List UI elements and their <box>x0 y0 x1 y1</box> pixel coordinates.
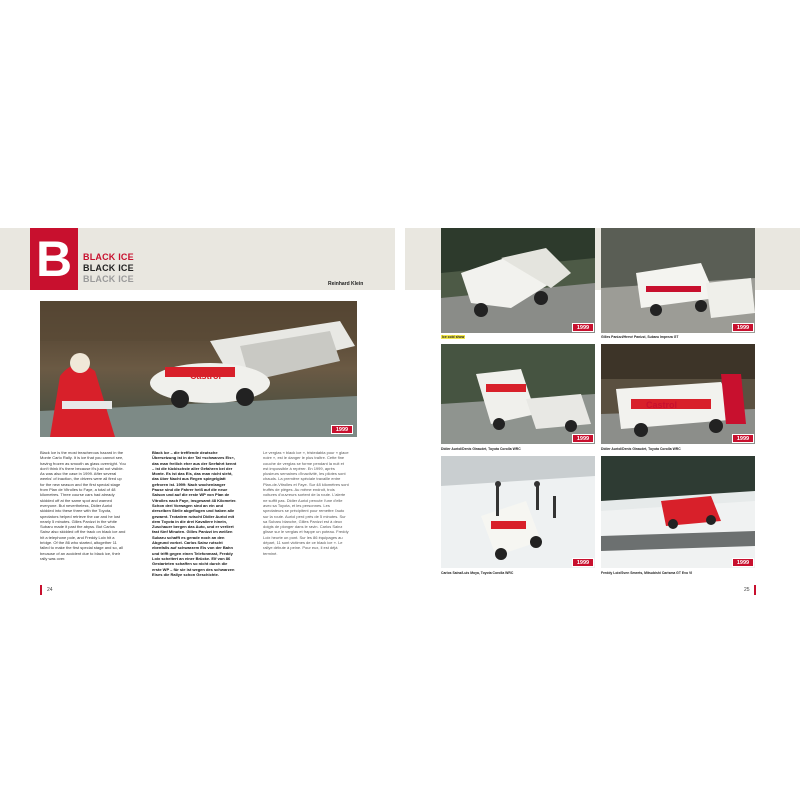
photo-2-year: 1999 <box>732 323 754 332</box>
photo-5 <box>441 456 595 568</box>
title-english: BLACK ICE <box>83 252 134 262</box>
photo-6-year: 1999 <box>732 558 754 567</box>
photo-4 <box>601 344 755 444</box>
photo-5-illustration <box>441 456 595 568</box>
photo-3-caption: Didier Auriol/Denis Giraudet, Toyota Corolla WRC <box>441 447 521 451</box>
hero-photo-illustration <box>40 301 357 437</box>
photo-4-caption: Didier Auriol/Denis Giraudet, Toyota Corolla WRC <box>601 447 681 451</box>
photo-1-year: 1999 <box>572 323 594 332</box>
hero-year-badge: 1999 <box>331 425 353 434</box>
photo-6-illustration <box>601 456 755 568</box>
text-column-english: Black Ice is the most treacherous hazard in the Monte Carlo Rally. It is ice that you cannot see, having frozen as smooth as glass overnight. You don't think it's there because it's just not visible. As was also the case in 1999. After several weeks' of inaction, the drivers were all fired up for the new season and the first special stage from Plan de Vitrolles to Faye, a total of 48 kilometres. Three course cars had already skidded off at the same spot and warned everyone. But nevertheless, Didier Auriol skidded into these three with the Toyota, spectators helped retrieve the car and he lost nearly 5 minutes. Gilles Panizzi in the white Subaru made it past the abyss. But Carlos Sainz also skidded off the track on black ice and hit a telephone pole, and Freddy Loix hit a bridge. Of the 86 who started, altogether 11 failed to make the first special stage and so, all because of an accident due to black ice, their rally was over. <box>40 450 126 561</box>
photo-2 <box>601 228 755 333</box>
photo-1 <box>441 228 595 333</box>
photo-2-caption: Gilles Panizzi/Hervé Panizzi, Subaru Impreza GT <box>601 335 679 339</box>
title-french: BLACK ICE <box>83 274 134 284</box>
photo-5-caption: Carlos Sainz/Luis Moya, Toyota Corolla WRC <box>441 571 514 575</box>
photo-3 <box>441 344 595 444</box>
title-german: BLACK ICE <box>83 263 134 273</box>
photo-1-illustration <box>441 228 595 333</box>
right-page-marker <box>754 585 756 595</box>
photo-4-illustration <box>601 344 755 444</box>
page-number-left: 24 <box>47 587 53 593</box>
photo-2-illustration <box>601 228 755 333</box>
photo-5-year: 1999 <box>572 558 594 567</box>
svg-text:Castrol: Castrol <box>190 371 222 381</box>
photo-4-year: 1999 <box>732 434 754 443</box>
svg-text:Castrol: Castrol <box>646 400 678 410</box>
page-number-right: 25 <box>744 587 750 593</box>
hero-photo <box>40 301 357 437</box>
photo-6-caption: Freddy Loix/Sven Smeets, Mitsubishi Carisma GT Evo VI <box>601 571 693 575</box>
photo-3-year: 1999 <box>572 434 594 443</box>
author-name: Reinhard Klein <box>328 281 364 287</box>
left-page-marker <box>40 585 42 595</box>
photo-1-caption: Ice cold show <box>442 335 465 339</box>
text-column-french: Le verglas « black ice », tristedabla pour « glace noire », est le danger le plus traître. Cette fine couche de verglas se forme pendant la nuit et est impossible à repérer. En 1999, après plusieurs semaines d'inactivité, les pilotes sont chauds. La première spéciale travaille entre Plan-de-Vitrolles et Faye. Sur 48 kilomètres sont truffés de pièges. Au même endroit, trois voitures d'ouvreurs sortent de la route. L'alerte ne suffit pas. Didier Auriol percute l'une d'elle avec sa Toyota, et les personnes. Les spectateurs se précipitent pour remettre l'auto sur la route. Auriol perd près de 5 minutes. Sur sa Subaru blanche, Gilles Panizzi est à deux doigts de plonger dans le ravin. Carlos Sainz glisse sur le verglas et frappe un poteau. Freddy Loix heurte un pont. Sur les 86 équipages au départ, 11 sont victimes de ce black ice ». Le rallye débute à peine. Pour eux, il est déjà terminé. <box>263 450 349 556</box>
photo-3-illustration <box>441 344 595 444</box>
section-letter: B <box>30 228 78 290</box>
text-column-german: Black Ice – die trefflende deutsche Übersetzung ist in der Tat »schwarzes Eis«, das man freilich eher aus der Seefahrt kennt – ist die tückischste aller Gefahren bei der Monte. Es ist das Eis, das man nicht sieht, das über Nacht aus Regen spiegelglatt gefroren ist. 1999: Nach wochenlanger Pause sind die Fahrer heiß auf die neue Saison und auf die erste WP von Plan de Vitrolles nach Faye, insgesamt 48 Kilometer. Schon drei Vorwagen sind an ein und derselben Stelle abgeflogen und haben alle gewarnt. Trotzdem rutscht Didier Auriol mit dem Toyota in die drei Kavaliere hinein, Zuschauer bergen das Auto, und er verliert fast fünf Minuten. Gilles Panizzi im weißen Subaru schafft es gerade noch an den Abgrund vorbei. Carlos Sainz rutscht ebenfalls auf schwarzem Eis von der Bahn und trifft gegen einen Telefonmast, Freddy Loix scheitert an einer Brücke. Elf von 86 Gestarteten schaffen so nicht durch die erste WP – für sie ist wegen des schwarzen Eises die Rallye schon Geschichte. <box>152 450 237 577</box>
photo-6 <box>601 456 755 568</box>
